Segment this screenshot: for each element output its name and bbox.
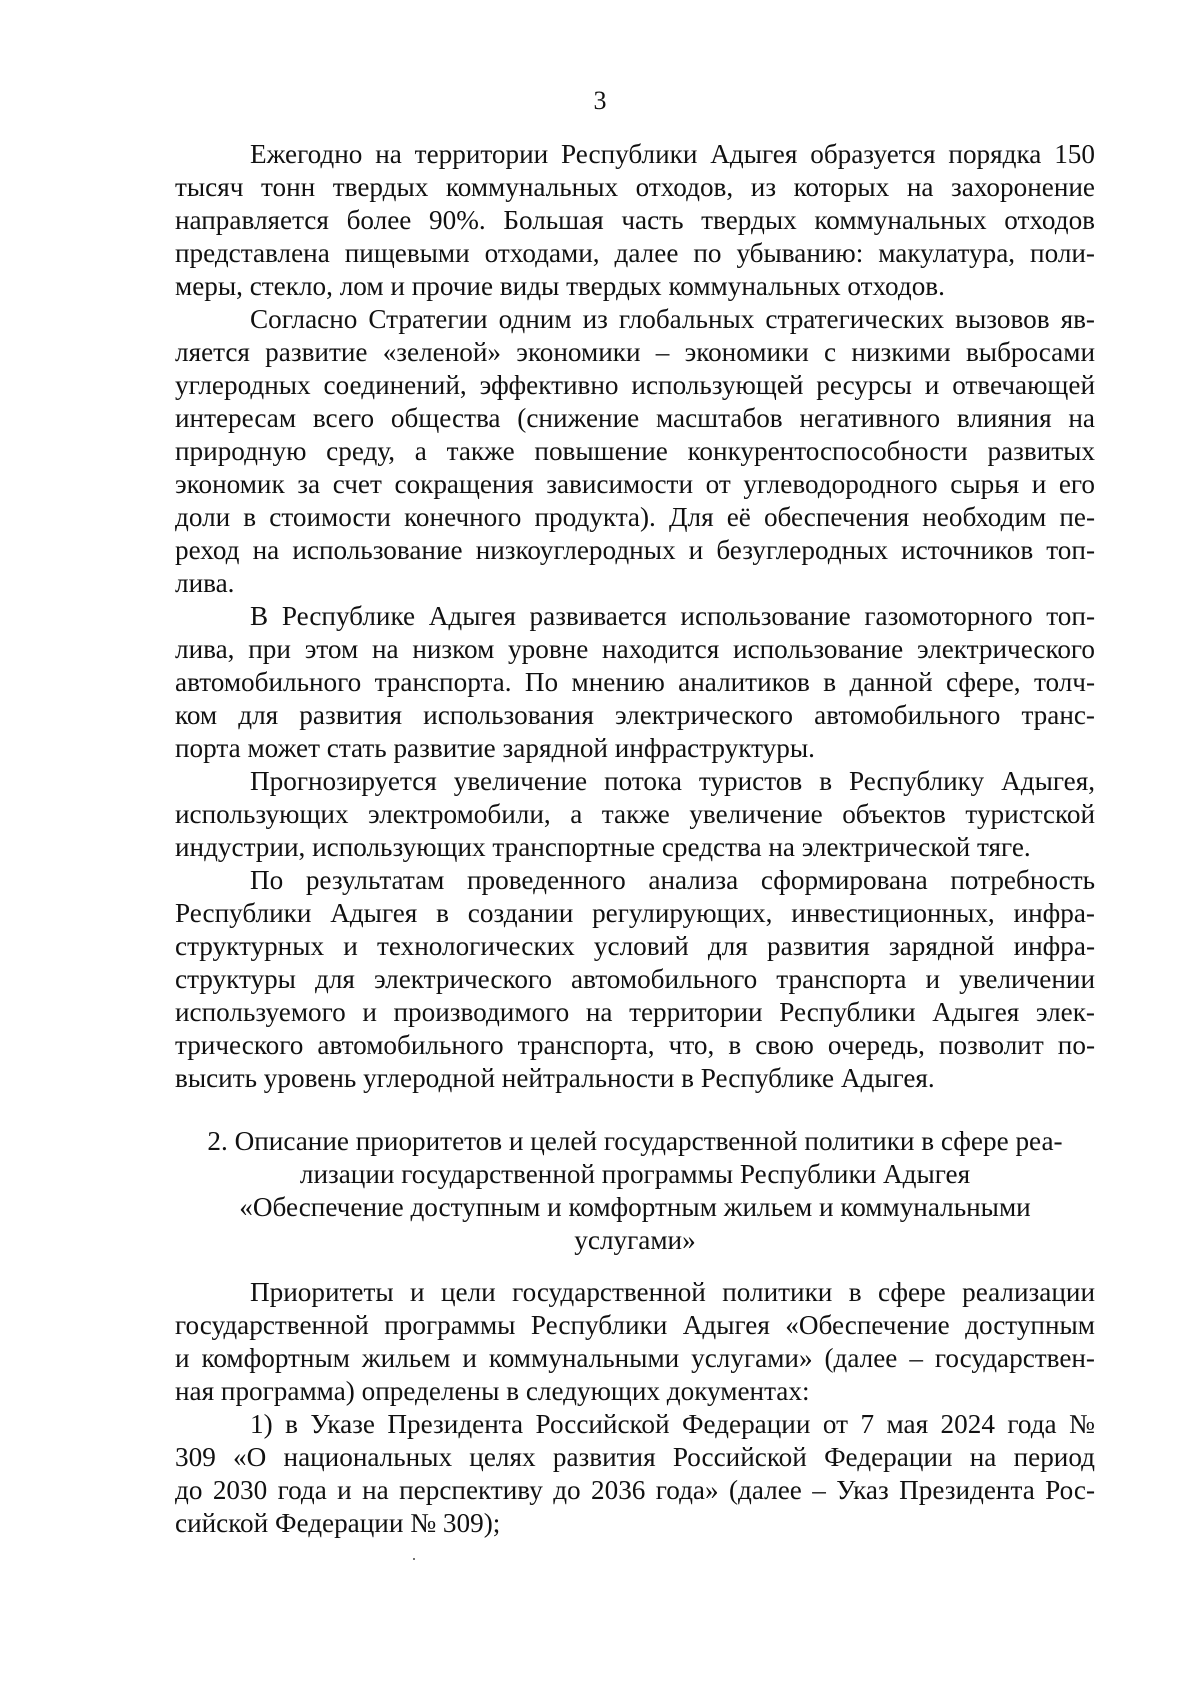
text-line: По результатам проведенного анализа сформирована потребность: [250, 865, 1095, 895]
text-line: Республики Адыгея в создании регулирующих, инвестиционных, инфра-: [175, 898, 1095, 928]
paragraph: [175, 303, 1095, 600]
text-line: доли в стоимости конечного продукта). Для её обеспечения необходим пе-: [175, 502, 1095, 532]
text-line: лива.: [175, 568, 235, 598]
text-line: Приоритеты и цели государственной политики в сфере реализации: [250, 1277, 1095, 1307]
paragraph: [175, 1276, 1095, 1408]
text-line: используемого и производимого на территории Республики Адыгея элек-: [175, 997, 1095, 1027]
text-line: высить уровень углеродной нейтральности в Республике Адыгея.: [175, 1063, 935, 1093]
text-line: порта может стать развитие зарядной инфраструктуры.: [175, 733, 815, 763]
list-item: [175, 1408, 1095, 1540]
text-line: природную среду, а также повышение конкурентоспособности развитых: [175, 436, 1095, 466]
text-line: использующих электромобили, а также увеличение объектов туристской: [175, 799, 1095, 829]
paragraph: [175, 864, 1095, 1095]
text-line: 1) в Указе Президента Российской Федерации от 7 мая 2024 года №: [250, 1409, 1095, 1439]
heading-line: 2. Описание приоритетов и целей государственной политики в сфере реа-: [207, 1126, 1063, 1156]
text-line: трического автомобильного транспорта, что, в свою очередь, позволит по-: [175, 1030, 1095, 1060]
text-line: автомобильного транспорта. По мнению аналитиков в данной сфере, толч-: [175, 667, 1095, 697]
text-line: ная программа) определены в следующих документах:: [175, 1376, 810, 1406]
text-line: направляется более 90%. Большая часть твердых коммунальных отходов: [175, 205, 1095, 235]
paragraph: [175, 765, 1095, 864]
text-line: ляется развитие «зеленой» экономики – экономики с низкими выбросами: [175, 337, 1095, 367]
text-line: 309 «О национальных целях развития Российской Федерации на период: [175, 1442, 1095, 1472]
paragraph: [175, 138, 1095, 303]
text-line: реход на использование низкоуглеродных и безуглеродных источников топ-: [175, 535, 1095, 565]
heading-line: услугами»: [574, 1225, 696, 1255]
text-line: индустрии, использующих транспортные средства на электрической тяге.: [175, 832, 1031, 862]
text-line: структурных и технологических условий для развития зарядной инфра-: [175, 931, 1095, 961]
text-line: углеродных соединений, эффективно использующей ресурсы и отвечающей: [175, 370, 1095, 400]
page-number: 3: [593, 86, 607, 115]
heading-line: лизации государственной программы Республики Адыгея: [299, 1159, 971, 1189]
text-line: представлена пищевыми отходами, далее по убыванию: макулатура, поли-: [175, 238, 1095, 268]
text-line: Прогнозируется увеличение потока туристов в Республику Адыгея,: [250, 766, 1095, 796]
text-line: до 2030 года и на перспективу до 2036 года» (далее – Указ Президента Рос-: [175, 1475, 1095, 1505]
section-heading: [175, 1125, 1095, 1257]
text-line: государственной программы Республики Адыгея «Обеспечение доступным: [175, 1310, 1095, 1340]
text-line: меры, стекло, лом и прочие виды твердых коммунальных отходов.: [175, 271, 945, 301]
text-line: структуры для электрического автомобильного транспорта и увеличении: [175, 964, 1095, 994]
text-line: экономик за счет сокращения зависимости от углеводородного сырья и его: [175, 469, 1095, 499]
body-text-section-2: [175, 1276, 1095, 1540]
text-line: тысяч тонн твердых коммунальных отходов, из которых на захоронение: [175, 172, 1095, 202]
text-line: В Республике Адыгея развивается использование газомоторного топ-: [250, 601, 1095, 631]
text-line: лива, при этом на низком уровне находится использование электрического: [175, 634, 1095, 664]
text-line: интересам всего общества (снижение масштабов негативного влияния на: [175, 403, 1095, 433]
body-text-section-1: [175, 138, 1095, 1095]
heading-line: «Обеспечение доступным и комфортным жильем и коммунальными: [239, 1192, 1031, 1222]
text-line: и комфортным жильем и коммунальными услугами» (далее – государствен-: [175, 1343, 1095, 1373]
paragraph: [175, 600, 1095, 765]
text-line: ком для развития использования электрического автомобильного транс-: [175, 700, 1095, 730]
text-line: Согласно Стратегии одним из глобальных стратегических вызовов яв-: [250, 304, 1095, 334]
text-line: сийской Федерации № 309);: [175, 1508, 501, 1538]
text-line: Ежегодно на территории Республики Адыгея образуется порядка 150: [250, 139, 1095, 169]
scan-speck: [413, 1558, 415, 1560]
